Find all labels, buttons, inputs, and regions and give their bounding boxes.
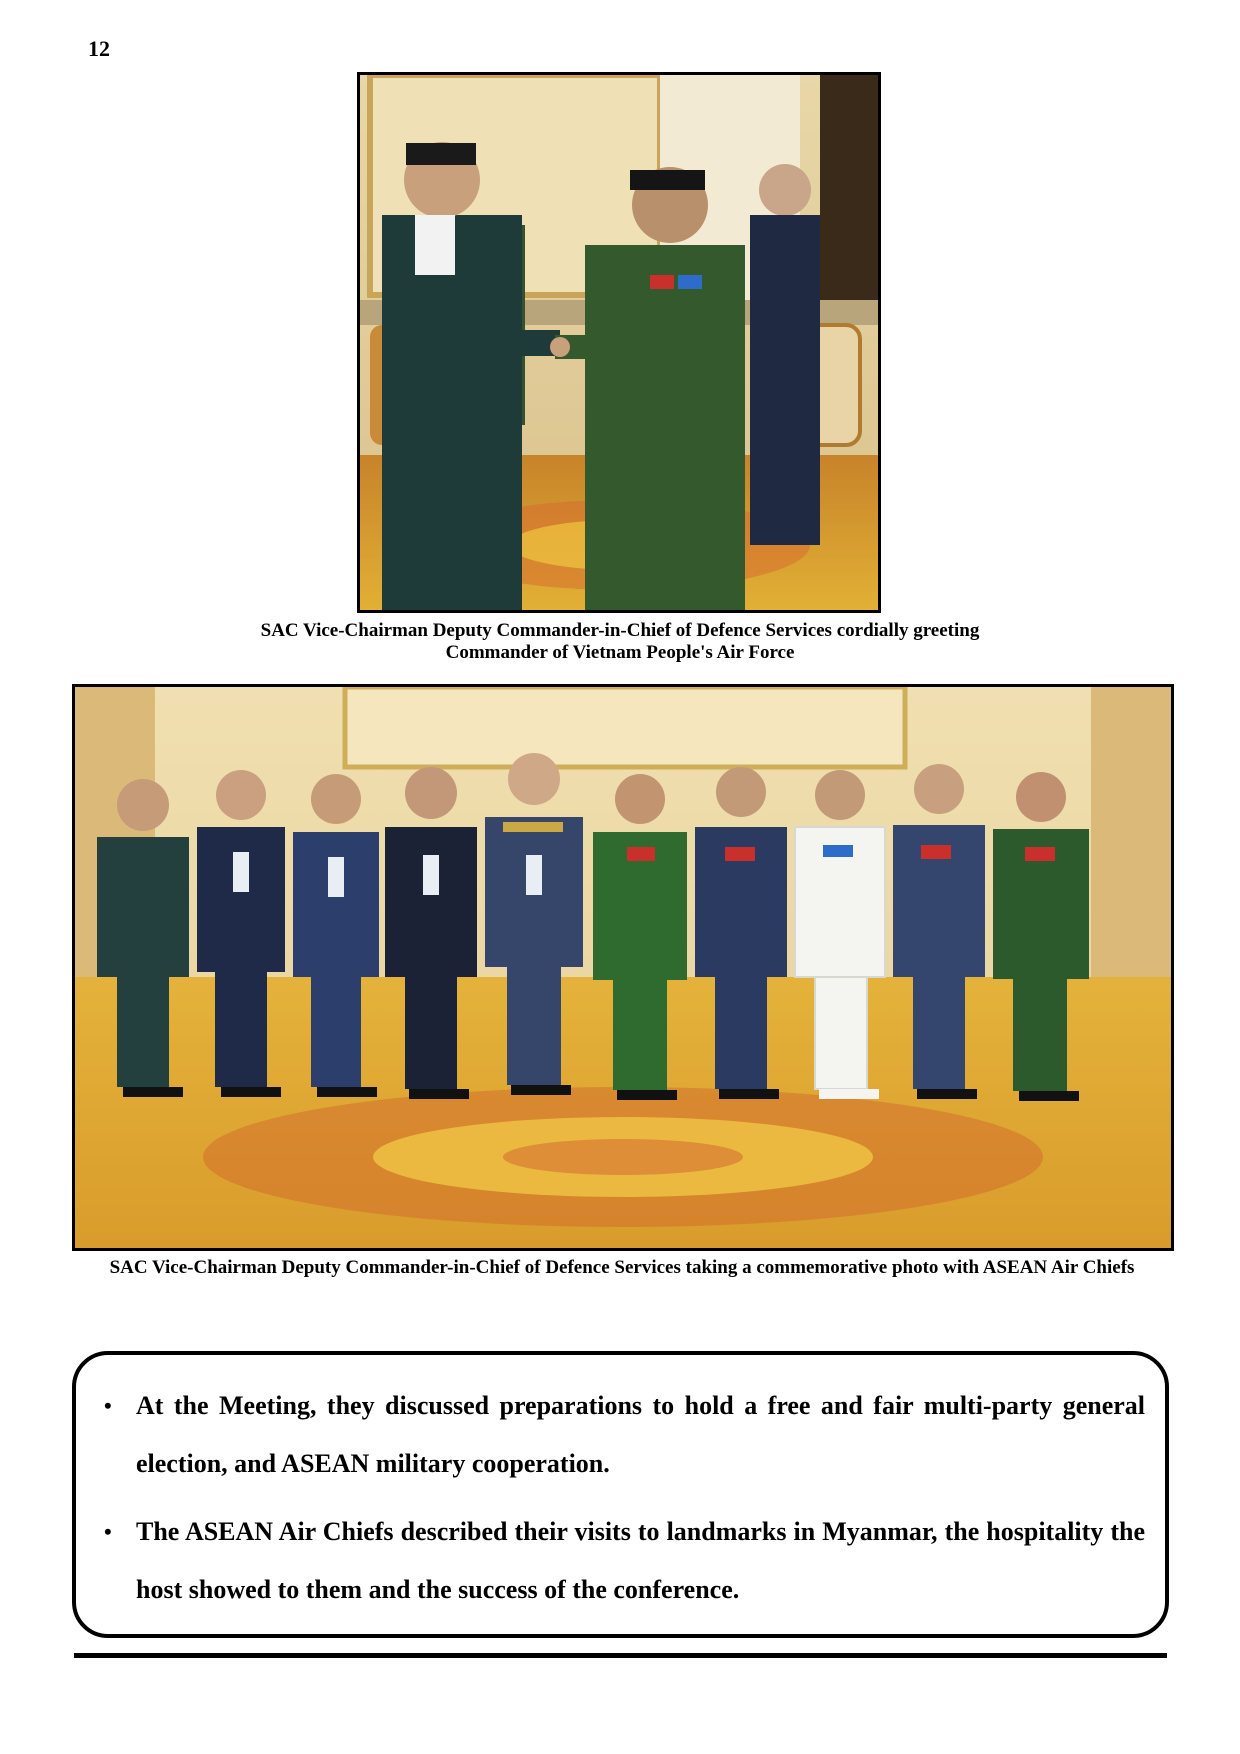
key-points-box (72, 1351, 1169, 1638)
handshake-photo-caption: SAC Vice-Chairman Deputy Commander-in-Chief of Defence Services cordially greeting Commander of Vietnam People's Air Force (260, 620, 980, 663)
key-point-item (96, 1377, 1145, 1493)
handshake-photo (357, 72, 881, 613)
key-point-text: The ASEAN Air Chiefs described their visits to landmarks in Myanmar, the hospitality the host showed to them and the success of the conference. (136, 1517, 1145, 1604)
bottom-divider (74, 1653, 1167, 1658)
key-point-item (96, 1503, 1145, 1619)
group-photo (72, 684, 1174, 1251)
bullet-icon: • (104, 1393, 112, 1418)
bullet-icon: • (104, 1519, 112, 1544)
page-number: 12 (88, 36, 110, 61)
group-photo-caption: SAC Vice-Chairman Deputy Commander-in-Chief of Defence Services taking a commemorative photo with ASEAN Air Chiefs (109, 1257, 1135, 1278)
key-points-list (76, 1355, 1165, 1619)
key-point-text: At the Meeting, they discussed preparations to hold a free and fair multi-party general election, and ASEAN military cooperation. (136, 1391, 1145, 1478)
